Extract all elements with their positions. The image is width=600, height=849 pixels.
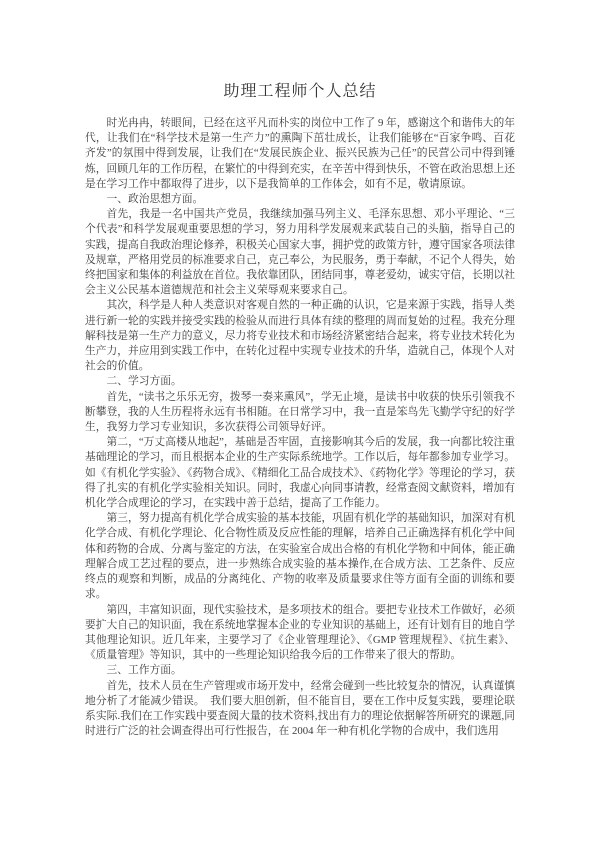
document-body xyxy=(85,116,515,739)
paragraph: 一、政治思想方面。 xyxy=(106,193,204,206)
paragraph: 第二，“万丈高楼从地起”，基础是否牢固，直接影响其今后的发展，我一向都比较注重基础理论的学习，而且根据本企业的生产实际系统地学。工作以后，每年都参加专业学习。如《有机化学实验》、《药物合成》、《精细化工品合成技术》、《药物化学》等理论的学习，获得了扎实的有机化学实验相关知识。同时，我虚心向同事请教，经常查阅文献资料，增加有机化学合成理论的学习，在实践中善于总结，提高了工作能力。 xyxy=(85,436,516,510)
paragraph: 首先，技术人员在生产管理或市场开发中，经常会碰到一些比较复杂的情况，认真谨慎地分析了才能减少错误。 我们要大胆创新，但不能盲目，要在工作中反复实践，要理论联系实际.我们在工作实践中要查阅大量的技术资料,找出有力的理论依据解答所研究的课题,同时进行广泛的社会调查得出可行性报告，在 2004 年一种有机化学物的合成中，我们选用 xyxy=(85,679,516,738)
paragraph: 二、学习方面。 xyxy=(106,375,182,388)
paragraph: 第四，丰富知识面，现代实验技术，是多项技术的组合。要把专业技术工作做好，必须要扩大自己的知识面，我在系统地掌握本企业的专业知识的基础上，还有计划有目的地自学其他理论知识。近几年来，主要学习了《企业管理理论》、《GMP 管理规程》、《抗生素》、《质量管理》等知识，其中的一些理论知识给我今后的工作带来了很大的帮助。 xyxy=(85,603,516,662)
paragraph: 首先，“读书之乐乐无穷，拨琴一奏来熏风”，学无止境，是读书中收获的快乐引领我不断攀登，我的人生历程将永远有书相随。在日常学习中，我一直是笨鸟先飞勤学守纪的好学生，我努力学习专业知识，多次获得公司领导好评。 xyxy=(85,390,516,434)
document-title: 助理工程师个人总结 xyxy=(223,83,377,100)
paragraph: 其次，科学是人种人类意识对客观自然的一种正确的认识，它是来源于实践，指导人类进行新一轮的实践并接受实践的检验从而进行具体有续的整理的周而复始的过程。我充分理解科技是第一生产力的意义，尽力将专业技术和市场经济紧密结合起来，将专业技术转化为生产力，并应用到实践工作中，在转化过程中实现专业技术的升华，造就自己，体现个人对社会的价值。 xyxy=(85,299,516,373)
paragraph: 三、工作方面。 xyxy=(106,664,182,677)
paragraph: 第三，努力提高有机化学合成实验的基本技能，巩固有机化学的基础知识，加深对有机化学合成、有机化学理论、化合物性质及反应性能的理解，培养自己正确选择有机化学中间体和药物的合成、分离与鉴定的方法，在实验室合成出合格的有机化学物和中间体，能正确理解合成工艺过程的要点，进一步熟练合成实验的基本操作,在合成方法、工艺条件、反应终点的观察和判断，成品的分离纯化、产物的收率及质量要求住等方面有全面的训练和要求。 xyxy=(85,512,516,601)
paragraph: 首先，我是一名中国共产党员，我继续加强马列主义、毛泽东思想、邓小平理论、“三个代表”和科学发展观重要思想的学习，努力用科学发展观来武装自己的头脑，指导自己的实践，提高自我政治理论修养，积极关心国家大事，拥护党的政策方针，遵守国家各项法律及规章，严格用党员的标准要求自己，克己奉公，为民服务，勇于奉献，不记个人得失，始终把国家和集体的利益放在首位。我依靠团队，团结同事，尊老爱幼，诚实守信，长期以社会主义公民基本道德规范和社会主义荣辱观来要求自己。 xyxy=(85,208,516,297)
paragraph: 时光冉冉，转眼间，已经在这平凡而朴实的岗位中工作了 9 年，感谢这个和谐伟大的年代，让我们在“科学技术是第一生产力”的熏陶下茁壮成长，让我们能够在“百家争鸣、百花齐发”的氛围中得到发展，让我们在“发展民族企业、振兴民族为己任”的民营公司中得到锤炼，回顾几年的工作历程，在繁忙的中得到充实，在辛苦中得到快乐，不管在政治思想上还是在学习工作中都取得了进步，以下是我简单的工作体会，如有不足，敬请原谅。 xyxy=(85,117,516,190)
